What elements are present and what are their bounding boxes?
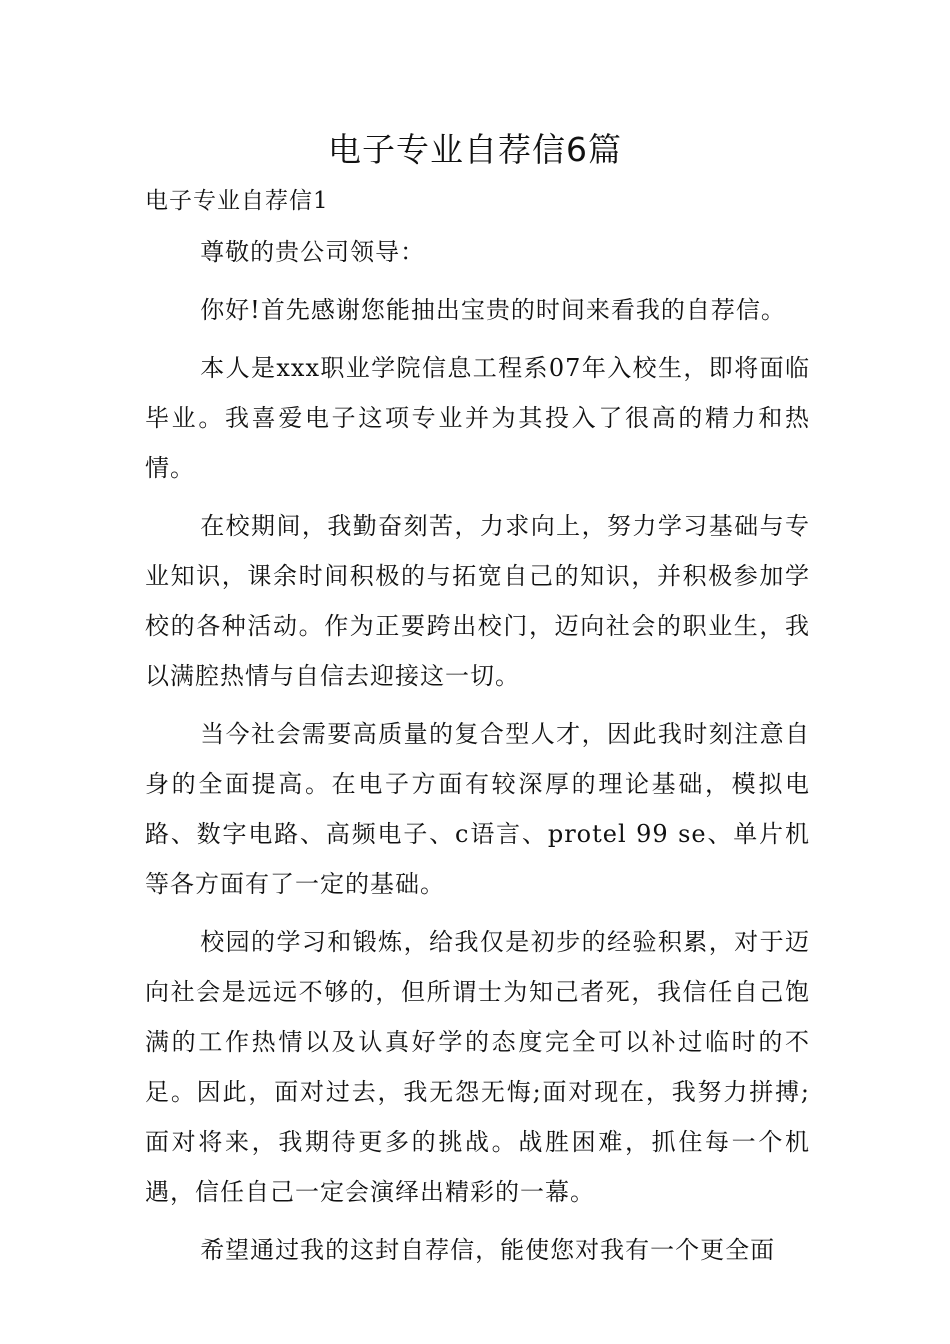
document-body: [145, 227, 810, 1283]
paragraph-closing: 希望通过我的这封自荐信，能使您对我有一个更全面: [200, 1236, 776, 1264]
paragraph-skills: 当今社会需要高质量的复合型人才，因此我时刻注意自身的全面提高。在电子方面有较深厚的理论基础，模拟电路、数字电路、高频电子、c语言、protel 99 se、单片机等各方面有了一定的基础。: [145, 720, 810, 898]
paragraph-introduction: 本人是xxx职业学院信息工程系07年入校生，即将面临毕业。我喜爱电子这项专业并为其投入了很高的精力和热情。: [145, 354, 810, 482]
document-title: 电子专业自荐信6篇: [328, 130, 622, 169]
paragraph-greeting: 你好!首先感谢您能抽出宝贵的时间来看我的自荐信。: [200, 296, 786, 324]
paragraph-attitude: 校园的学习和锻炼，给我仅是初步的经验积累，对于迈向社会是远远不够的，但所谓士为知己者死，我信任自己饱满的工作热情以及认真好学的态度完全可以补过临时的不足。因此，面对过去，我无怨无悔;面对现在，我努力拼搏;面对将来，我期待更多的挑战。战胜困难，抓住每一个机遇，信任自己一定会演绎出精彩的一幕。: [145, 928, 810, 1206]
paragraph-salutation: 尊敬的贵公司领导：: [200, 238, 426, 266]
document-subtitle: 电子专业自荐信1: [145, 188, 329, 214]
paragraph-school-life: 在校期间，我勤奋刻苦，力求向上，努力学习基础与专业知识，课余时间积极的与拓宽自己的知识，并积极参加学校的各种活动。作为正要跨出校门，迈向社会的职业生，我以满腔热情与自信去迎接这一切。: [145, 512, 810, 690]
